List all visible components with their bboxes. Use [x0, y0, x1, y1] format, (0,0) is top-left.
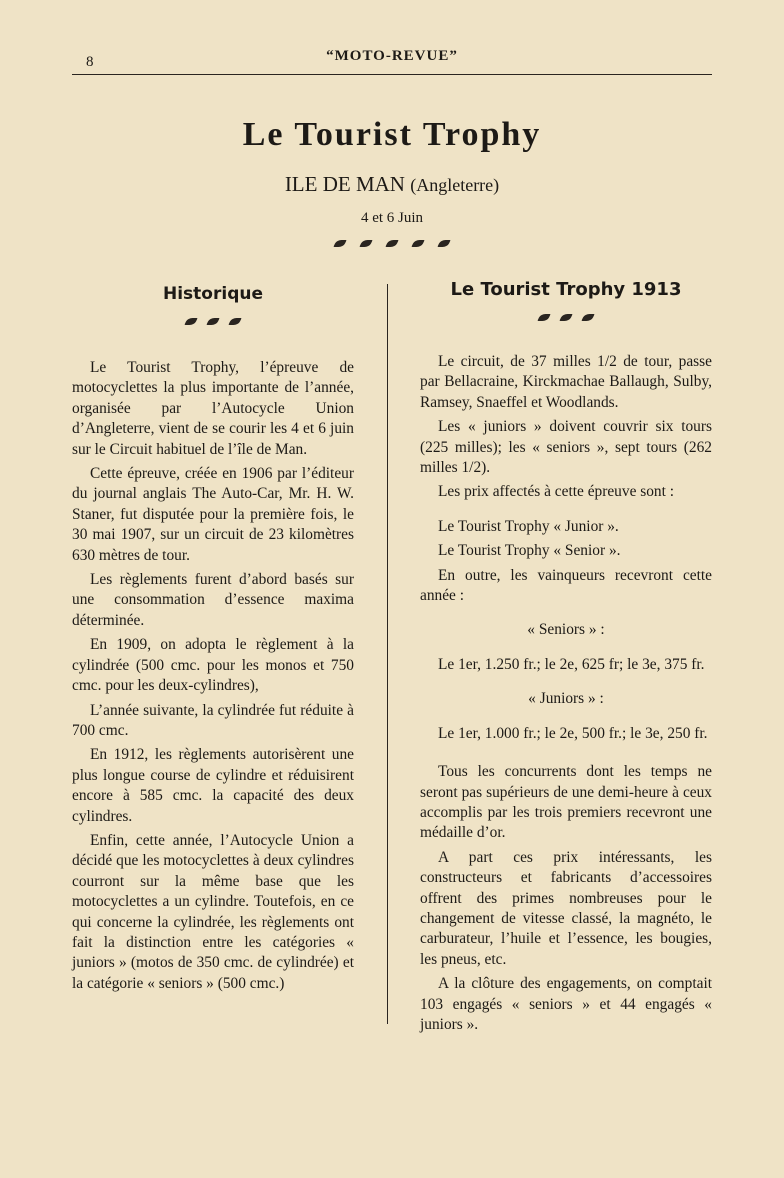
header-rule — [72, 74, 712, 75]
subtitle-paren: (Angleterre) — [410, 175, 500, 195]
paragraph: Le circuit, de 37 milles 1/2 de tour, passe par Bellacraine, Kirckmachae Ballaugh, Sulby, Ramsey, Snaeffel et Woodlands. — [420, 353, 712, 411]
paragraph: A la clôture des engagements, on comptait 103 engagés « seniors » et 44 engagés « juniors ». — [420, 975, 712, 1033]
right-column — [420, 352, 712, 1039]
leaf-ornament-icon — [228, 318, 241, 325]
leaf-ornament-icon — [559, 314, 572, 321]
paragraph: En outre, les vainqueurs recevront cette année : — [420, 566, 712, 605]
section-ornament-right — [410, 314, 722, 321]
title-ornament — [0, 240, 784, 247]
paragraph: Le Tourist Trophy « Senior ». — [438, 542, 621, 560]
column-divider — [387, 284, 388, 1024]
leaf-ornament-icon — [411, 240, 424, 247]
seniors-prizes: Le 1er, 1.250 fr.; le 2e, 625 fr; le 3e, 375 fr. — [438, 655, 705, 673]
seniors-label: « Seniors » : — [527, 621, 605, 639]
paragraph: Les règlements furent d’abord basés sur une consommation d’essence maxima déterminée. — [72, 571, 354, 629]
leaf-ornament-icon — [206, 318, 219, 325]
paragraph: L’année suivante, la cylindrée fut réduite à 700 cmc. — [72, 701, 354, 739]
article-subtitle — [0, 172, 784, 197]
left-column — [72, 358, 354, 998]
leaf-ornament-icon — [385, 240, 398, 247]
paragraph: Les prix affectés à cette épreuve sont : — [438, 483, 675, 501]
paragraph: Cette épreuve, créée en 1906 par l’éditeur du journal anglais The Auto-Car, Mr. H. W. Staner, fut disputée pour la première fois, le 30 mai 1907, sur un circuit de 23 kilomètres 630 mètres de tour. — [72, 465, 354, 564]
page-number: 8 — [86, 54, 94, 70]
paragraph: Tous les concurrents dont les temps ne seront pas supérieurs de une demi-heure à ceux accomplis par les trois premiers recevront une médaille d’or. — [420, 763, 712, 842]
juniors-prizes: Le 1er, 1.000 fr.; le 2e, 500 fr.; le 3e, 250 fr. — [438, 724, 708, 742]
article-title: Le Tourist Trophy — [242, 116, 542, 153]
section-ornament-left — [72, 318, 354, 325]
leaf-ornament-icon — [359, 240, 372, 247]
leaf-ornament-icon — [537, 314, 550, 321]
paragraph: A part ces prix intéressants, les constructeurs et fabricants d’accessoires offrent des primes nombreuses pour le changement de vitesse classé, la magnéto, le carburateur, l’huile et l’essence, les bougies, les pneus, etc. — [420, 848, 712, 968]
section-heading-1913: Le Tourist Trophy 1913 — [450, 279, 682, 300]
paragraph: Le Tourist Trophy « Junior ». — [438, 517, 619, 535]
page-header — [72, 48, 712, 78]
leaf-ornament-icon — [437, 240, 450, 247]
juniors-label: « Juniors » : — [528, 690, 604, 708]
paragraph: Les « juniors » doivent couvrir six tours (225 milles); les « seniors », sept tours (262 milles 1/2). — [420, 418, 712, 477]
subtitle-main: ILE DE MAN — [284, 172, 405, 196]
running-head: “MOTO-REVUE” — [326, 48, 458, 64]
leaf-ornament-icon — [333, 240, 346, 247]
leaf-ornament-icon — [184, 318, 197, 325]
paragraph: En 1912, les règlements autorisèrent une plus longue course de cylindre et réduisirent encore à 585 cmc. la capacité des deux cylindres. — [72, 746, 354, 825]
paragraph: Enfin, cette année, l’Autocycle Union a décidé que les motocyclettes à deux cylindres courront sur la même base que les motocyclettes a un cylindre. Toutefois, en ce qui concerne la cylindrée, les règlements ont fait la distinction entre les catégories « juniors » (motos de 350 cmc. de cylindrée) et la catégorie « seniors » (500 cmc.) — [72, 831, 354, 992]
leaf-ornament-icon — [581, 314, 594, 321]
paragraph: Le Tourist Trophy, l’épreuve de motocyclettes la plus importante de l’année, organisée par l’Autocycle Union d’Angleterre, vient de se courir les 4 et 6 juin sur le Circuit habituel de l’île de Man. — [72, 359, 354, 458]
article-dates: 4 et 6 Juin — [360, 210, 424, 226]
section-heading-historique: Historique — [163, 284, 263, 304]
paragraph: En 1909, on adopta le règlement à la cylindrée (500 cmc. pour les monos et 750 cmc. pour les deux-cylindres), — [72, 636, 354, 695]
